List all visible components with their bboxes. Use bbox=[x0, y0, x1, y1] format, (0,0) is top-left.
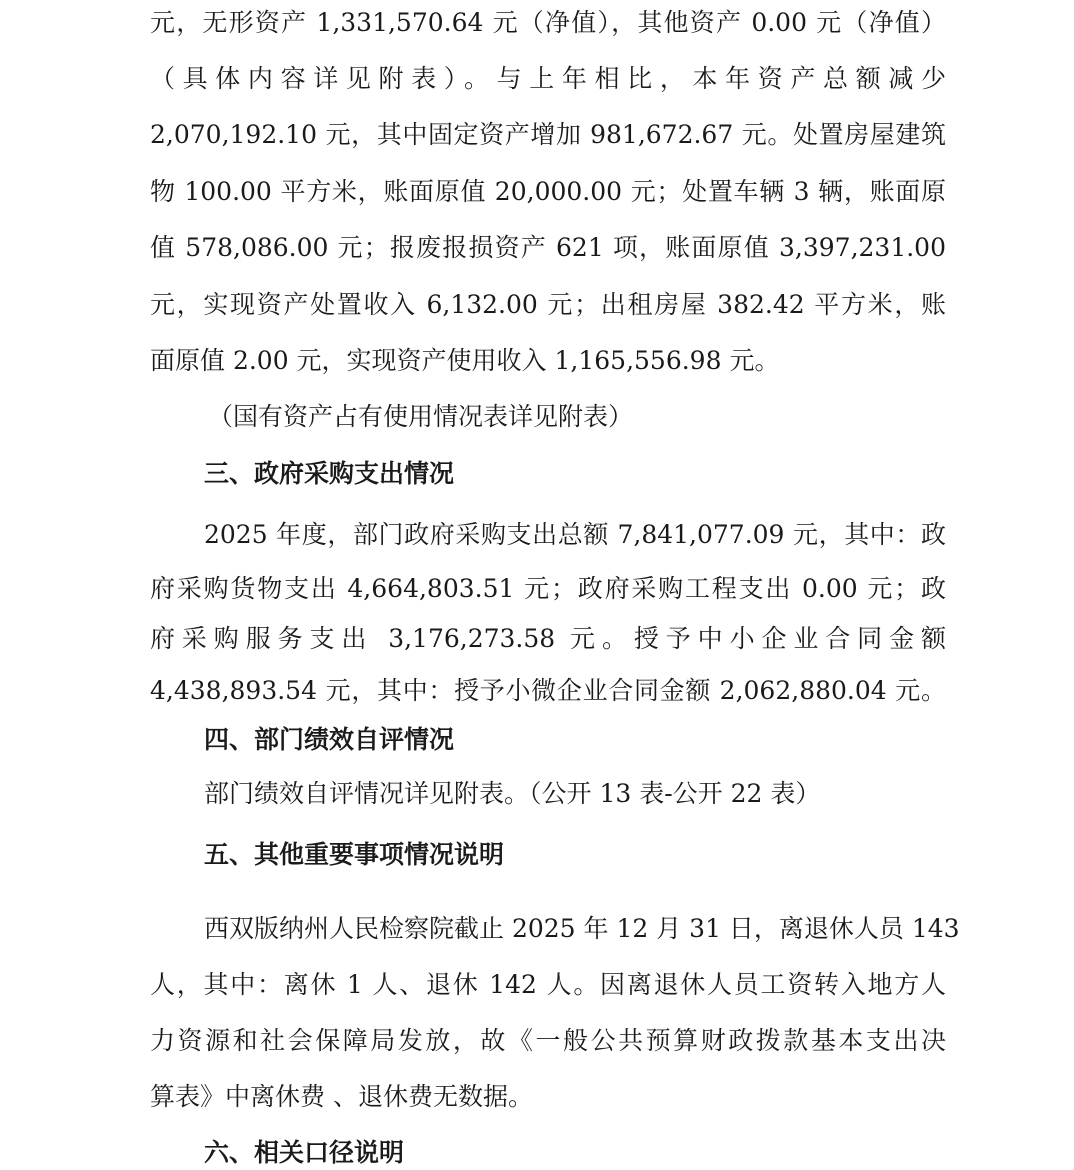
other-line-2: 人，其中：离休 1 人、退休 142 人。因离退休人员工资转入地方人 bbox=[150, 970, 946, 999]
assets-line-2: （具体内容详见附表）。与上年相比，本年资产总额减少 bbox=[150, 64, 946, 93]
assets-line-4: 物 100.00 平方米，账面原值 20,000.00 元；处置车辆 3 辆，账面原 bbox=[150, 177, 946, 206]
heading-caliber: 六、相关口径说明 bbox=[204, 1138, 405, 1167]
assets-note: （国有资产占有使用情况表详见附表） bbox=[208, 402, 634, 431]
assets-line-7: 面原值 2.00 元，实现资产使用收入 1,165,556.98 元。 bbox=[150, 346, 780, 375]
performance-text: 部门绩效自评情况详见附表。（公开 13 表-公开 22 表） bbox=[204, 779, 821, 808]
assets-line-5: 值 578,086.00 元；报废报损资产 621 项，账面原值 3,397,231.00 bbox=[150, 233, 946, 262]
heading-procurement: 三、政府采购支出情况 bbox=[204, 459, 455, 488]
other-line-1: 西双版纳州人民检察院截止 2025 年 12 月 31 日，离退休人员 143 bbox=[204, 914, 960, 943]
procurement-line-2: 府采购货物支出 4,664,803.51 元；政府采购工程支出 0.00 元；政 bbox=[150, 574, 946, 603]
assets-line-3: 2,070,192.10 元，其中固定资产增加 981,672.67 元。处置房屋建筑 bbox=[150, 120, 946, 149]
other-line-4: 算表》中离休费 、退休费无数据。 bbox=[150, 1082, 533, 1111]
procurement-line-3: 府采购服务支出 3,176,273.58 元。授予中小企业合同金额 bbox=[150, 624, 946, 653]
assets-line-1: 元，无形资产 1,331,570.64 元（净值），其他资产 0.00 元（净值） bbox=[150, 8, 946, 37]
other-line-3: 力资源和社会保障局发放，故《一般公共预算财政拨款基本支出决 bbox=[150, 1026, 946, 1055]
procurement-line-4: 4,438,893.54 元，其中：授予小微企业合同金额 2,062,880.04 元。 bbox=[150, 676, 946, 705]
heading-performance: 四、部门绩效自评情况 bbox=[204, 725, 455, 754]
assets-line-6: 元，实现资产处置收入 6,132.00 元；出租房屋 382.42 平方米，账 bbox=[150, 290, 946, 319]
procurement-line-1: 2025 年度，部门政府采购支出总额 7,841,077.09 元，其中：政 bbox=[204, 520, 946, 549]
heading-other: 五、其他重要事项情况说明 bbox=[204, 840, 505, 869]
